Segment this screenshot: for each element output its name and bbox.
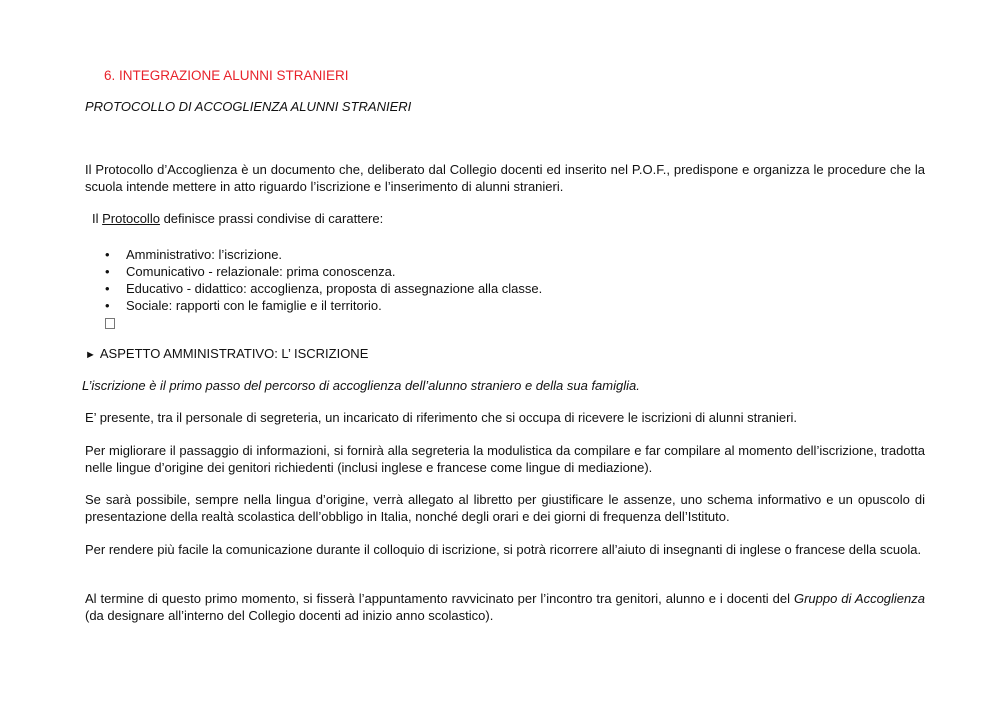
protocol-suffix: definisce prassi condivise di carattere: [163, 211, 384, 226]
list-item: • Comunicativo - relazionale: prima conoscenza. [105, 264, 396, 279]
section-title: ASPETTO AMMINISTRATIVO: L’ ISCRIZIONE [99, 346, 369, 361]
paragraph: Per migliorare il passaggio di informazioni, si fornirà alla segreteria la modulistica da compilare e far compilare al momento dell’iscrizione, tradotta nelle lingue d’origine dei genitori richiedenti (inclusi inglese e francese come lingue di mediazione). [85, 443, 925, 475]
section-title-line [85, 345, 368, 364]
bullet-icon: • [105, 281, 110, 296]
protocol-subheading: PROTOCOLLO DI ACCOGLIENZA ALUNNI STRANIERI [85, 99, 412, 114]
section-heading: 6. INTEGRAZIONE ALUNNI STRANIERI [104, 68, 349, 83]
intro-paragraph: Il Protocollo d’Accoglienza è un documento che, deliberato dal Collegio docenti ed inserito nel P.O.F., predispone e organizza le procedure che la scuola intende mettere in atto riguardo l’iscrizione e l’inserimento di alunni stranieri. [85, 162, 925, 194]
list-item: • Educativo - didattico: accoglienza, proposta di assegnazione alla classe. [105, 281, 543, 296]
list-item: • Sociale: rapporti con le famiglie e il territorio. [105, 298, 382, 313]
group-name: Gruppo di Accoglienza [793, 591, 925, 606]
list-item: • Amministrativo: l’iscrizione. [105, 247, 283, 262]
bullet-icon: • [105, 247, 110, 262]
italic-note: L’iscrizione è il primo passo del percorso di accoglienza dell’alunno straniero e della sua famiglia. [82, 378, 640, 393]
character-list [105, 246, 542, 314]
final-paragraph: Al termine di questo primo momento, si fisserà l’appuntamento ravvicinato per l’incontro tra genitori, alunno e i docenti del Gruppo di Accoglienza (da designare all’interno del Collegio docenti ad inizio anno scolastico). [85, 591, 925, 623]
bullet-icon: • [105, 264, 110, 279]
protocol-prefix: Il [92, 211, 99, 226]
bullet-icon: • [105, 298, 110, 313]
protocol-line [92, 210, 383, 227]
protocol-link[interactable]: Protocollo [102, 211, 160, 226]
empty-box-icon [105, 318, 115, 329]
paragraph: E’ presente, tra il personale di segreteria, un incaricato di riferimento che si occupa di ricevere le iscrizioni di alunni stranieri. [85, 410, 797, 425]
paragraph: Se sarà possibile, sempre nella lingua d’origine, verrà allegato al libretto per giustificare le assenze, uno schema informativo e un opuscolo di presentazione della realtà scolastica dell’obbligo in Italia, nonché degli orari e dei giorni di frequenza dell’Istituto. [85, 492, 925, 524]
paragraph: Per rendere più facile la comunicazione durante il colloquio di iscrizione, si potrà ricorrere all’aiuto di insegnanti di inglese o francese della scuola. [85, 542, 922, 557]
right-arrow-icon: ► [85, 349, 96, 361]
